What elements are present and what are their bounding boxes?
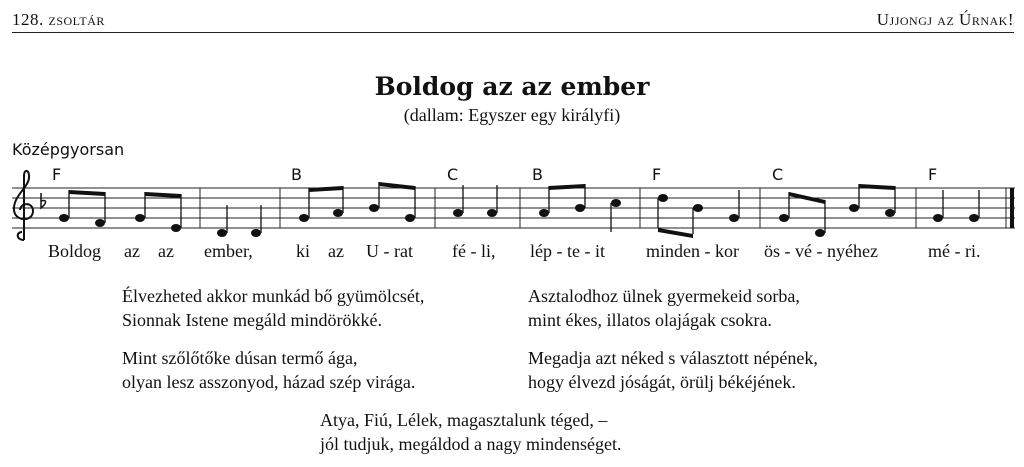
verse-line: hogy élvezd jóságát, örülj békéjének. (528, 372, 796, 392)
verse-block (122, 284, 424, 332)
lyric-syllable: az (124, 241, 140, 261)
lyric-syllable: fé - li, (452, 241, 496, 261)
lyric-syllable: ki (296, 241, 311, 261)
lyric-syllable: az (158, 241, 174, 261)
lyric-syllable: U - rat (366, 241, 413, 261)
section-title: Ujjongj az Úrnak! (876, 10, 1014, 29)
verse-line: olyan lesz asszonyod, házad szép virága. (122, 372, 416, 392)
treble-clef-icon (14, 171, 33, 240)
note-beams (69, 182, 895, 238)
verse-block (528, 346, 818, 394)
verse-block (320, 408, 621, 456)
lyric-syllable: ös - vé - nyéhez (764, 241, 878, 261)
verse-line: mint ékes, illatos olajágak csokra. (528, 310, 772, 330)
chord-symbol: B (291, 165, 302, 184)
tempo-marking: Középgyorsan (12, 140, 125, 159)
chord-symbol: C (447, 165, 459, 184)
flat-sign-icon (41, 193, 46, 208)
lyric-syllable: az (328, 241, 344, 261)
lyric-syllable: lép - te - it (530, 241, 605, 261)
note-heads (59, 194, 979, 237)
final-bar-line (1010, 188, 1014, 228)
verse-line: Mint szőlőtőke dúsan termő ága, (122, 348, 358, 368)
chord-symbol: F (652, 165, 662, 184)
song-title: Boldog az az ember (374, 72, 650, 101)
verse-line: jól tudjuk, megáldod a nagy mindenséget. (320, 434, 622, 454)
verse-block (528, 284, 800, 332)
verse-line: Megadja azt néked s választott népének, (528, 348, 818, 368)
song-subtitle: (dallam: Egyszer egy királyfi) (403, 105, 621, 125)
verse-line: Élvezheted akkor munkád bő gyümölcsét, (122, 286, 425, 306)
verse-block (122, 346, 415, 394)
chord-symbol: B (532, 165, 543, 184)
verse-line: Asztalodhoz ülnek gyermekeid sorba, (528, 286, 800, 306)
lyric-syllable: mé - ri. (928, 241, 981, 261)
chord-symbol: F (928, 165, 938, 184)
lyric-syllable: minden - kor (646, 241, 739, 261)
lyric-syllable: ember, (204, 241, 253, 261)
psalm-number: 128. zsoltár (12, 10, 105, 29)
verse-line: Sionnak Istene megáld mindörökké. (122, 310, 382, 330)
lyric-syllable: Boldog (48, 241, 102, 261)
chord-symbol: F (52, 165, 62, 184)
chord-symbol: C (772, 165, 784, 184)
verse-line: Atya, Fiú, Lélek, magasztalunk téged, – (320, 410, 608, 430)
